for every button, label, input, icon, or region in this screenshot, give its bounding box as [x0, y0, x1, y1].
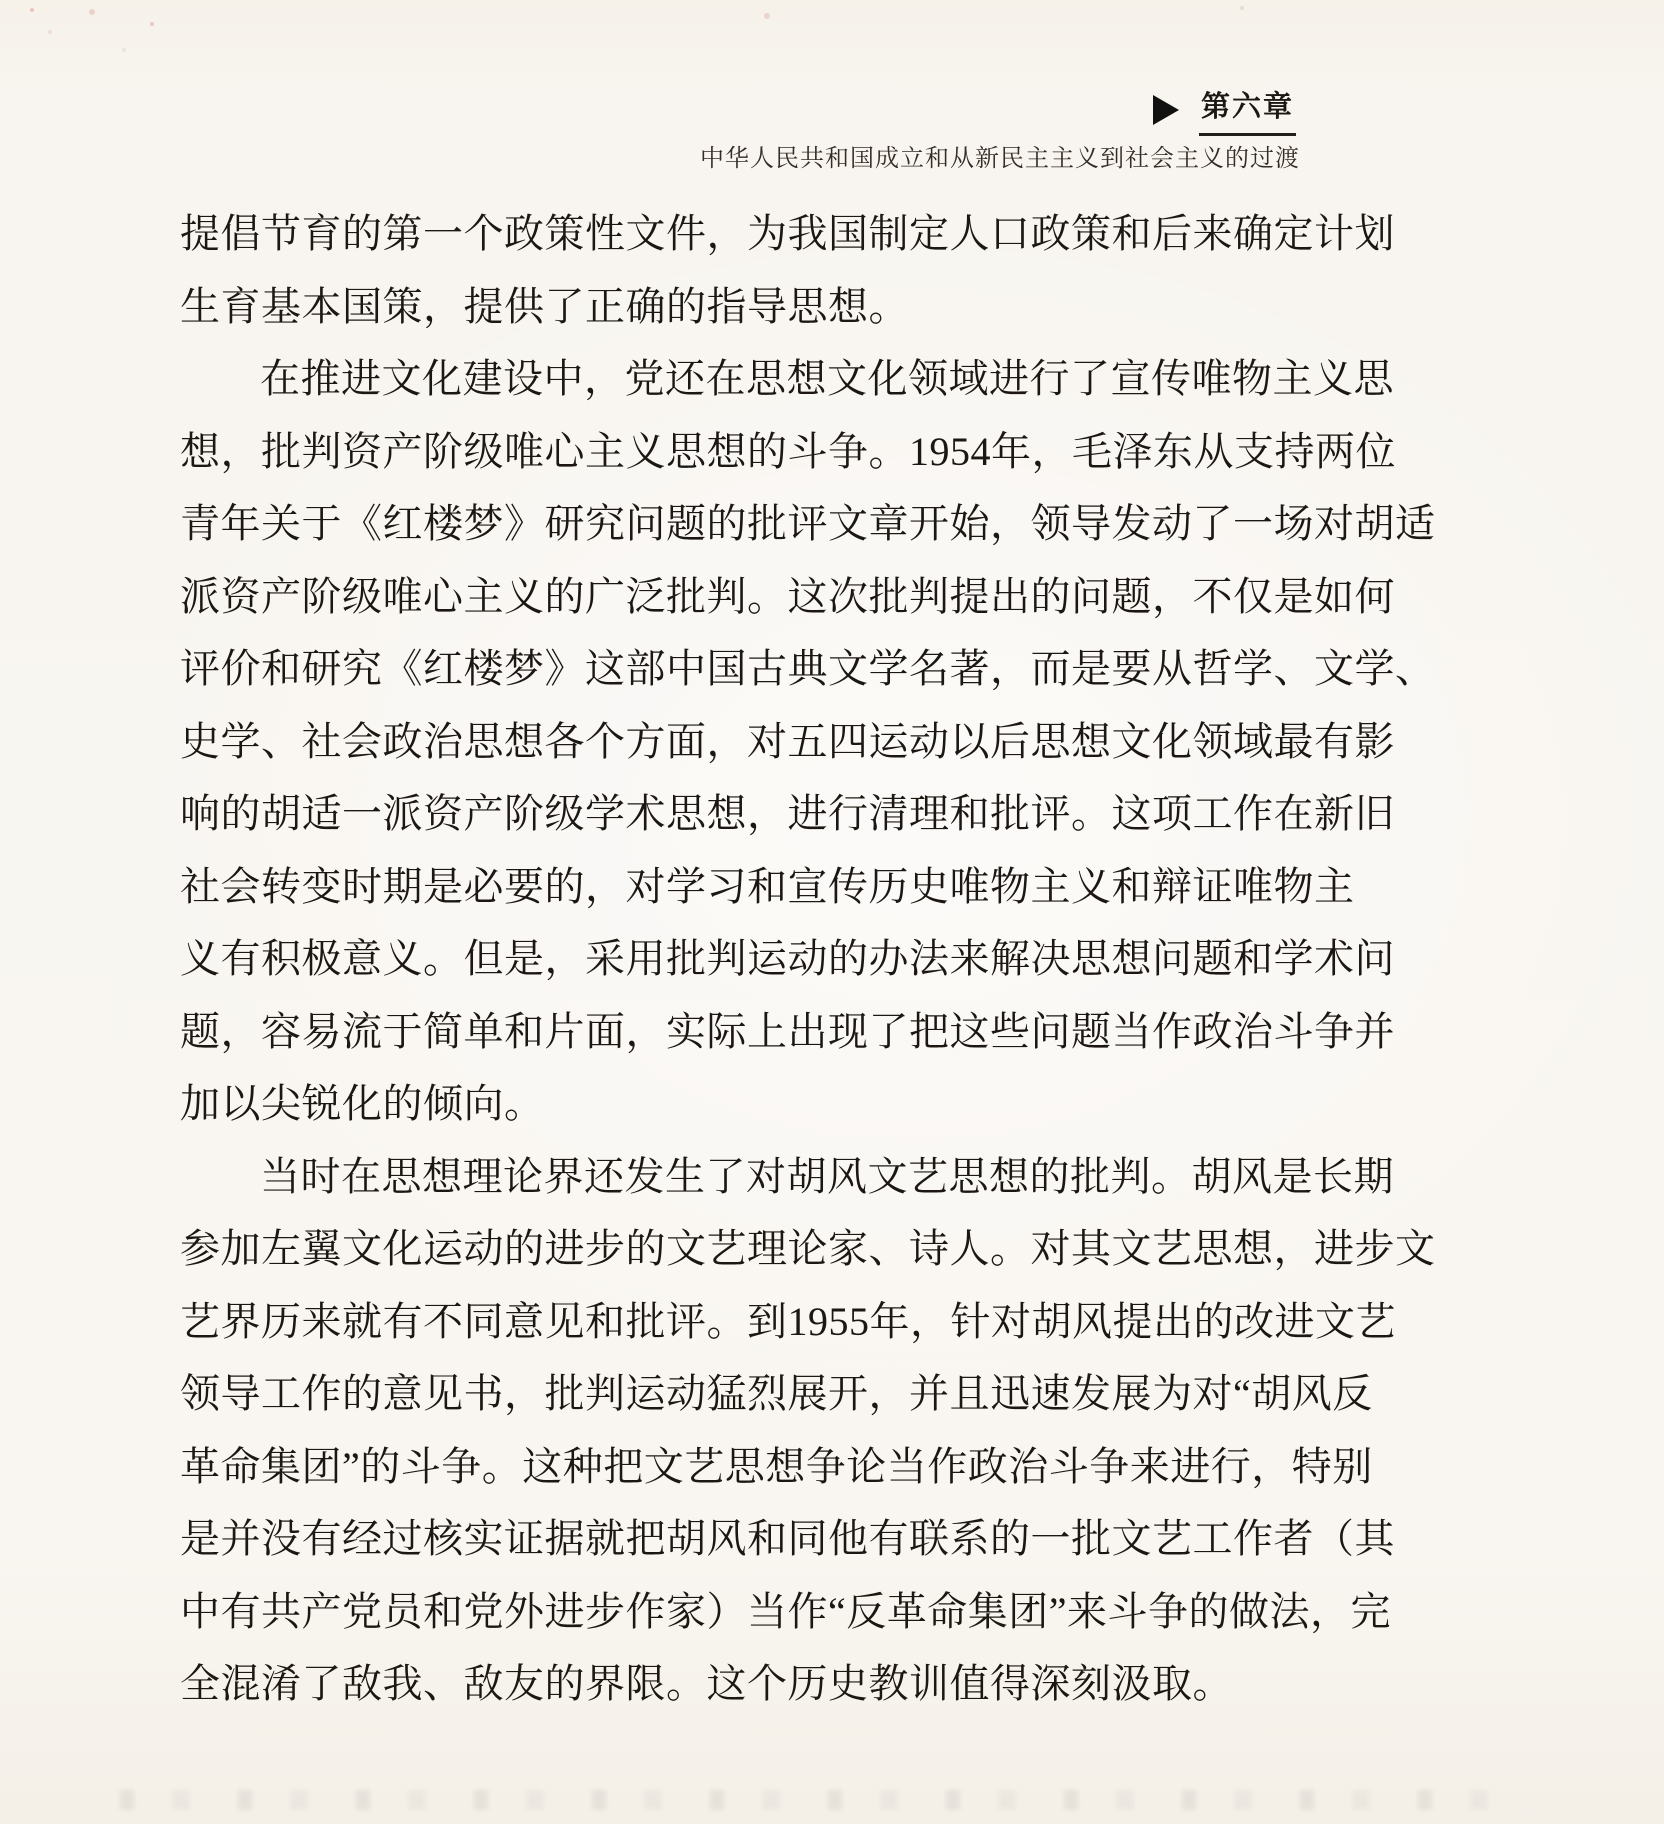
text-line: 史学、社会政治思想各个方面，对五四运动以后思想文化领域最有影: [180, 718, 1395, 764]
text-line: 评价和研究《红楼梦》这部中国古典文学名著，而是要从哲学、文学、: [180, 646, 1436, 691]
text-line: 响的胡适一派资产阶级学术思想，进行清理和批评。这项工作在新旧: [180, 791, 1395, 836]
text-line: 题，容易流于简单和片面，实际上出现了把这些问题当作政治斗争并: [180, 1008, 1395, 1054]
chapter-subtitle: 中华人民共和国成立和从新民主主义到社会主义的过渡: [700, 145, 1300, 172]
chapter-label: 第六章: [1199, 84, 1296, 136]
text-line: 社会转变时期是必要的，对学习和宣传历史唯物主义和辩证唯物主: [180, 863, 1355, 909]
text-line: 提倡节育的第一个政策性文件，为我国制定人口政策和后来确定计划: [180, 211, 1395, 256]
text-line: 参加左翼文化运动的进步的文艺理论家、诗人。对其文艺思想，进步文: [180, 1226, 1436, 1271]
text-line: 义有积极意义。但是，采用批判运动的办法来解决思想问题和学术问: [180, 936, 1395, 981]
text-line: 是并没有经过核实证据就把胡风和同他有联系的一批文艺工作者（其: [180, 1516, 1395, 1561]
text-line: 派资产阶级唯心主义的广泛批判。这次批判提出的问题，不仅是如何: [180, 573, 1395, 619]
text-line: 领导工作的意见书，批判运动猛烈展开，并且迅速发展为对“胡风反: [180, 1371, 1373, 1416]
chapter-marker-icon: [1153, 95, 1179, 125]
page-header: [0, 0, 1664, 180]
chapter-heading: [1153, 84, 1296, 136]
body-text: [180, 198, 1436, 1721]
text-line: 艺界历来就有不同意见和批评。到1955年，针对胡风提出的改进文艺: [180, 1298, 1396, 1344]
text-line: 加以尖锐化的倾向。: [180, 1081, 545, 1126]
text-line: 青年关于《红楼梦》研究问题的批评文章开始，领导发动了一场对胡适: [180, 501, 1436, 546]
text-line: 生育基本国策，提供了正确的指导思想。: [180, 283, 909, 329]
text-line: 全混淆了敌我、敌友的界限。这个历史教训值得深刻汲取。: [180, 1661, 1233, 1706]
text-line: 革命集团”的斗争。这种把文艺思想争论当作政治斗争来进行，特别: [180, 1443, 1373, 1489]
text-line: 想，批判资产阶级唯心主义思想的斗争。1954年，毛泽东从支持两位: [180, 428, 1396, 474]
text-line: 中有共产党员和党外进步作家）当作“反革命集团”来斗争的做法，完: [180, 1588, 1392, 1634]
text-line: 在推进文化建设中，党还在思想文化领域进行了宣传唯物主义思: [260, 356, 1394, 401]
scan-smudge: [120, 1790, 1524, 1810]
text-line: 当时在思想理论界还发生了对胡风文艺思想的批判。胡风是长期: [260, 1153, 1394, 1199]
